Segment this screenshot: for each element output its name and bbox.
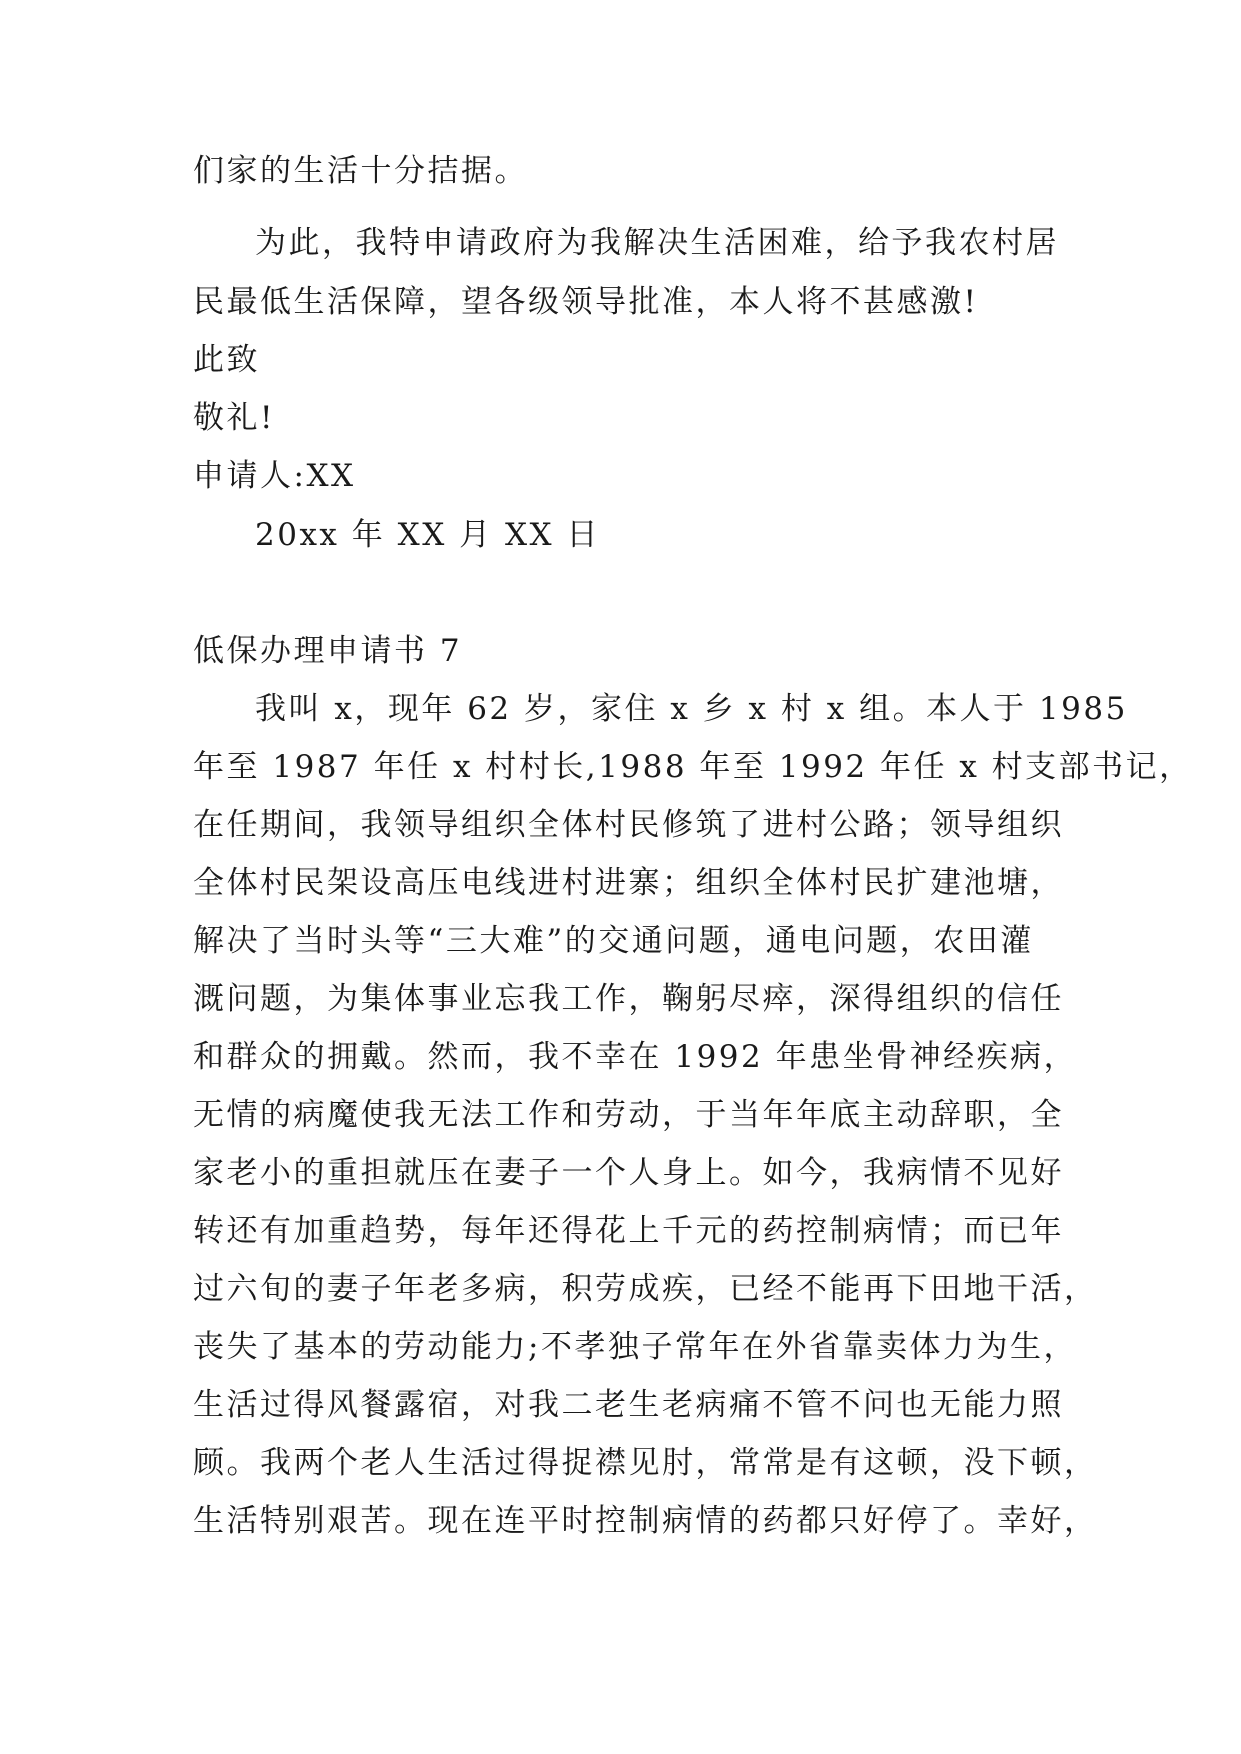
paragraph-line: 我叫 x，现年 62 岁，家住 x 乡 x 村 x 组。本人于 1985 [255, 691, 1128, 727]
paragraph-line: 无情的病魔使我无法工作和劳动，于当年年底主动辞职，全 [193, 1097, 1064, 1133]
closing-regards: 敬礼! [193, 400, 275, 436]
paragraph-line: 和群众的拥戴。然而，我不幸在 1992 年患坐骨神经疾病， [193, 1039, 1078, 1075]
paragraph-line: 过六旬的妻子年老多病，积劳成疾，已经不能再下田地干活， [193, 1271, 1098, 1307]
paragraph-line: 民最低生活保障，望各级领导批准，本人将不甚感激! [193, 284, 979, 320]
paragraph-line: 在任期间，我领导组织全体村民修筑了进村公路；领导组织 [193, 807, 1064, 843]
paragraph-line: 解决了当时头等“三大难”的交通问题，通电问题，农田灌 [193, 923, 1034, 959]
paragraph-line: 全体村民架设高压电线进村进寨；组织全体村民扩建池塘， [193, 865, 1064, 901]
paragraph-line: 年至 1987 年任 x 村村长,1988 年至 1992 年任 x 村支部书记， [193, 749, 1193, 785]
closing-salutation: 此致 [193, 342, 260, 378]
paragraph-line: 转还有加重趋势，每年还得花上千元的药控制病情；而已年 [193, 1213, 1064, 1249]
paragraph-line: 生活过得风餐露宿，对我二老生老病痛不管不问也无能力照 [193, 1387, 1064, 1423]
paragraph-line: 溉问题，为集体事业忘我工作，鞠躬尽瘁，深得组织的信任 [193, 981, 1064, 1017]
paragraph-line: 为此，我特申请政府为我解决生活困难，给予我农村居 [255, 225, 1059, 261]
paragraph-line: 家老小的重担就压在妻子一个人身上。如今，我病情不见好 [193, 1155, 1064, 1191]
applicant-signature: 申请人:XX [193, 458, 356, 494]
paragraph-line: 生活特别艰苦。现在连平时控制病情的药都只好停了。幸好， [193, 1503, 1098, 1539]
paragraph-line: 们家的生活十分拮据。 [193, 153, 528, 189]
section-title: 低保办理申请书 7 [193, 633, 463, 669]
paragraph-line: 顾。我两个老人生活过得捉襟见肘，常常是有这顿，没下顿， [193, 1445, 1098, 1481]
signature-date: 20xx 年 XX 月 XX 日 [255, 517, 600, 553]
paragraph-line: 丧失了基本的劳动能力;不孝独子常年在外省靠卖体力为生， [193, 1329, 1077, 1365]
